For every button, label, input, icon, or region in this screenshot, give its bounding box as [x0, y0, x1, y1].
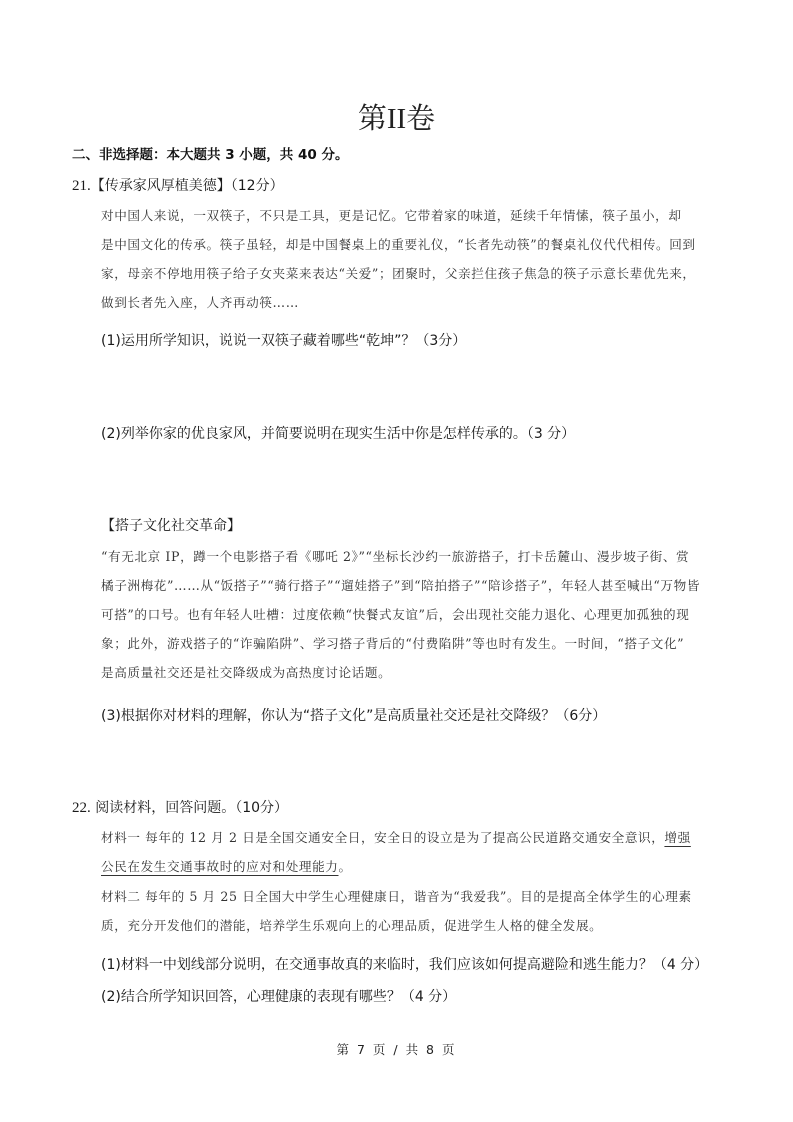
question-22-sub-1: (1)材料一中划线部分说明，在交通事故真的来临时，我们应该如何提高避险和逃生能力？（4 分）: [101, 957, 709, 973]
question-21-sub-1: (1)运用所学知识，说说一双筷子藏着哪些“乾坤”？（3分）: [101, 333, 467, 349]
material-line: [101, 823, 723, 852]
material-line: 对中国人来说，一双筷子，不只是工具，更是记忆。它带着家的味道，延续千年情愫，筷子虽小，却: [101, 208, 682, 223]
question-21-sub-3: (3)根据你对材料的理解，你认为“搭子文化”是高质量社交还是社交降级？（6分）: [101, 708, 607, 724]
material-line: [101, 852, 723, 881]
question-number: 21.: [72, 178, 91, 194]
material-line: 材料二 每年的 5 月 25 日全国大中学生心理健康日，谐音为“我爱我”。目的是提高全体学生的心理素: [101, 889, 692, 904]
page-footer: 第 7 页 / 共 8 页: [336, 1042, 457, 1057]
question-number: 22.: [72, 800, 91, 816]
question-heading: 阅读材料，回答问题。（10分）: [95, 800, 289, 816]
question-22-material-1: [101, 823, 723, 881]
question-heading: 【传承家风厚植美德】（12分）: [90, 178, 284, 194]
question-21-title: [72, 175, 284, 195]
page-title: 第II卷: [357, 103, 436, 135]
material-text: 材料一 每年的 12 月 2 日是全国交通安全日，安全日的设立是为了提高公民道路交通安全意识，: [101, 830, 665, 845]
material-heading: 【搭子文化社交革命】: [101, 518, 241, 534]
question-22-material-2: [101, 882, 723, 940]
material-line: 是高质量社交还是社交降级成为高热度讨论话题。: [101, 665, 392, 680]
underlined-text: 公民在发生交通事故时的应对和处理能力: [101, 859, 339, 874]
material-line: 做到长者先入座，人齐再动筷……: [101, 295, 299, 310]
underlined-text: 增强: [664, 830, 691, 845]
material-line: 象；此外，游戏搭子的“诈骗陷阱”、学习搭子背后的“付费陷阱”等也时有发生。一时间，“搭子文化”: [101, 636, 685, 651]
material-line: 可搭”的口号。也有年轻人吐槽：过度依赖“快餐式友谊”后，会出现社交能力退化、心理更加孤独的现: [101, 607, 690, 622]
material-text: 。: [338, 859, 352, 874]
material-line: 质，充分开发他们的潜能，培养学生乐观向上的心理品质，促进学生人格的健全发展。: [101, 918, 603, 933]
material-line: “有无北京 IP，蹲一个电影搭子看《哪吒 2》”“坐标长沙约一旅游搭子，打卡岳麓山、漫步坡子街、赏: [101, 549, 690, 564]
question-22-sub-2: (2)结合所学知识回答，心理健康的表现有哪些？（4 分）: [101, 989, 457, 1005]
material-line: 家，母亲不停地用筷子给子女夹菜来表达“关爱”；团聚时，父亲拦住孩子焦急的筷子示意长辈优先来，: [101, 266, 696, 281]
question-21-material-2: [101, 542, 723, 687]
question-21-sub-2: (2)列举你家的优良家风，并简要说明在现实生活中你是怎样传承的。（3 分）: [101, 426, 576, 442]
section-heading: 二、非选择题：本大题共 3 小题，共 40 分。: [72, 147, 349, 163]
material-line: 是中国文化的传承。筷子虽轻，却是中国餐桌上的重要礼仪，“长者先动筷”的餐桌礼仪代代相传。回到: [101, 237, 696, 252]
question-22-title: [72, 797, 288, 817]
question-21-material: [101, 201, 723, 317]
material-line: 橘子洲梅花”……从“饭搭子”“骑行搭子”“遛娃搭子”到“陪拍搭子”“陪诊搭子”，年轻人甚至喊出“万物皆: [101, 578, 701, 593]
